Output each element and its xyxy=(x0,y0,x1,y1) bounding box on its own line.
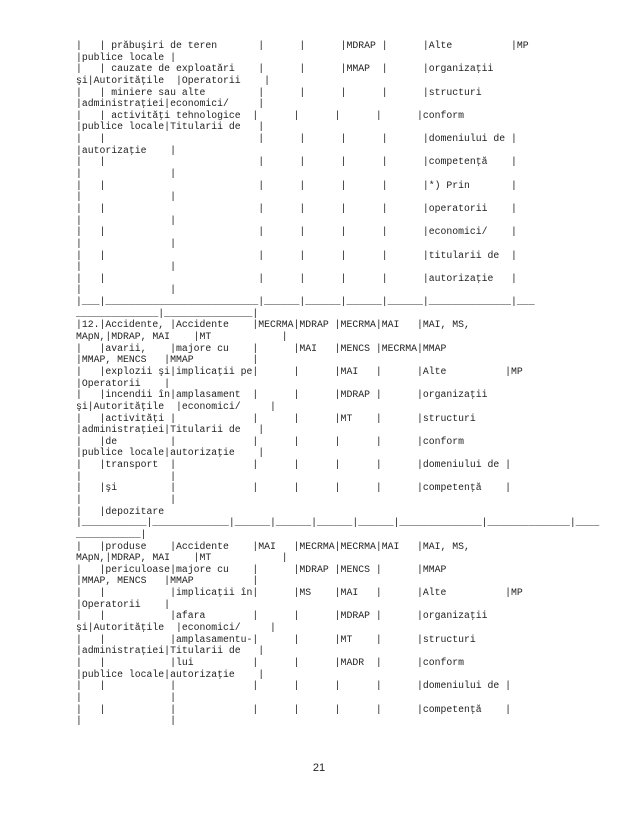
table-text-line: | |transport | | | | | |domeniului de | xyxy=(76,459,512,471)
table-text-line: | | xyxy=(76,470,176,482)
table-text-line: |Operatorii | xyxy=(76,598,171,610)
table-text-line: |___|__________________________|______|______|______|______|______________|___ xyxy=(76,296,535,308)
ascii-table-text xyxy=(76,40,636,727)
table-text-line: | | cauzate de exploatări | | |MMAP | |organizaţii xyxy=(76,63,494,75)
table-text-line: | | | | | | |competenţă | xyxy=(76,156,517,168)
table-text-line: | | xyxy=(76,237,176,249)
table-text-line: | | activităţi tehnologice | | | | |conform xyxy=(76,109,465,121)
table-text-line: |publice locale|Titularii de | xyxy=(76,121,265,133)
table-text-line: | |de | | | | | |conform xyxy=(76,435,465,447)
table-text-line: |___________|_____________|______|______|______|______|______________|______________|____ xyxy=(76,517,600,529)
table-text-line: | | |lui | | |MADR | |conform xyxy=(76,656,465,668)
table-text-line: | |produse |Accidente |MAI |MECRMA|MECRMA|MAI |MAI, MS, xyxy=(76,540,470,552)
table-text-line: |12.|Accidente, |Accidente |MECRMA|MDRAP |MECRMA|MAI |MAI, MS, xyxy=(76,319,470,331)
table-text-line: | | miniere sau alte | | | | |structuri xyxy=(76,86,482,98)
table-text-line: |MMAP, MENCS |MMAP | xyxy=(76,354,259,366)
table-text-line: |publice locale|autorizaţie | xyxy=(76,447,265,459)
table-text-line: | | | | | | |titularii de | xyxy=(76,249,517,261)
table-text-line: | | | | | | |operatorii | xyxy=(76,202,517,214)
table-text-line: |MMAP, MENCS |MMAP | xyxy=(76,575,259,587)
table-text-line: | |şi | | | | | |competenţă | xyxy=(76,482,512,494)
table-text-line: | | | | | | |*) Prin | xyxy=(76,179,517,191)
table-text-line: | |explozii şi|implicaţii pe| | |MAI | |Alte |MP xyxy=(76,365,523,377)
table-text-line: | | prăbuşiri de teren | | |MDRAP | |Alte |MP xyxy=(76,40,529,51)
table-text-line: |administraţiei|Titularii de | xyxy=(76,645,265,657)
table-text-line: |Operatorii | xyxy=(76,377,171,389)
table-text-line: | | | | | | |autorizaţie | xyxy=(76,272,517,284)
table-text-line: şi|Autorităţile |economici/ | xyxy=(76,400,276,412)
table-text-line: | | | | | | |domeniului de | xyxy=(76,133,517,145)
table-text-line: ___________| xyxy=(76,528,147,540)
table-text-line: | | |implicaţii în| |MS |MAI | |Alte |MP xyxy=(76,587,523,599)
table-text-line: şi|Autorităţile |Operatorii | xyxy=(76,74,271,86)
table-text-line: | | xyxy=(76,214,176,226)
table-text-line: | | xyxy=(76,715,176,727)
table-text-line: MApN,|MDRAP, MAI |MT | xyxy=(76,331,288,343)
table-text-line: | | xyxy=(76,168,176,180)
table-text-line: MApN,|MDRAP, MAI |MT | xyxy=(76,552,288,564)
table-text-line: |publice locale | xyxy=(76,51,176,63)
table-text-line: | |activităţi | | | |MT | |structuri xyxy=(76,412,476,424)
table-text-line: | | |amplasamentu-| | |MT | |structuri xyxy=(76,633,476,645)
table-text-line: | | xyxy=(76,284,176,296)
table-text-line: | | | | | | |economici/ | xyxy=(76,226,517,238)
page-number: 21 xyxy=(312,762,326,774)
table-text-line: şi|Autorităţile |economici/ | xyxy=(76,622,276,634)
table-text-line: | | xyxy=(76,261,176,273)
table-text-line: | | |afara | | |MDRAP | |organizaţii xyxy=(76,610,488,622)
table-text-line: |administraţiei|economici/ | xyxy=(76,98,265,110)
table-text-line: |autorizaţie | xyxy=(76,144,176,156)
table-text-line: | |avarii, |majore cu | |MAI |MENCS |MECRMA|MMAP xyxy=(76,342,447,354)
table-text-line: | |depozitare xyxy=(76,505,165,517)
table-text-line: | | xyxy=(76,191,176,203)
table-text-line: | | | | | | | |domeniului de | xyxy=(76,680,512,692)
table-text-line: ______________|_______________| xyxy=(76,307,259,319)
table-text-line: | | xyxy=(76,691,176,703)
table-text-line: |administraţiei|Titularii de | xyxy=(76,424,265,436)
table-text-line: | | | | | | | |competenţă | xyxy=(76,703,512,715)
table-text-line: | |periculoase|majore cu | |MDRAP |MENCS | |MMAP xyxy=(76,563,447,575)
table-text-line: | |incendii în|amplasament | | |MDRAP | |organizaţii xyxy=(76,389,488,401)
table-text-line: |publice locale|autorizaţie | xyxy=(76,668,265,680)
table-text-line: | | xyxy=(76,493,176,505)
